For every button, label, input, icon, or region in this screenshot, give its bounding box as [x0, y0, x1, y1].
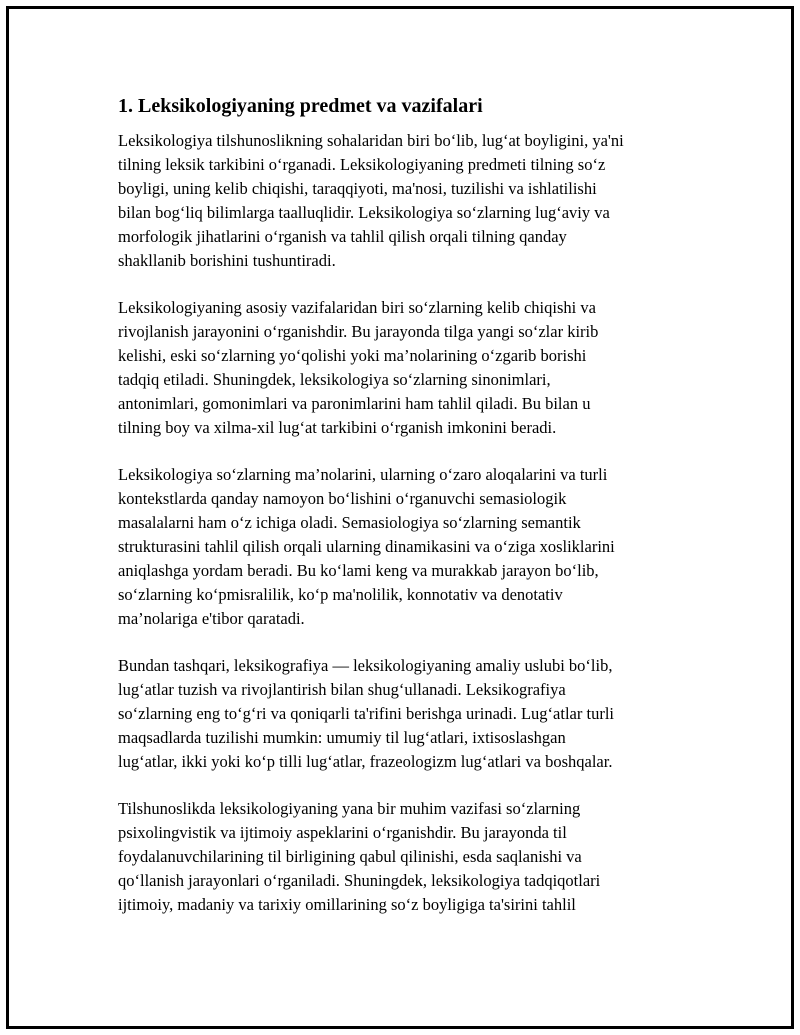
text-line: tilning boy va xilma-xil lug‘at tarkibini o‘rganish imkonini beradi.: [118, 418, 557, 437]
paragraph-2: [118, 296, 688, 440]
text-line: Leksikologiya tilshunoslikning sohalaridan biri bo‘lib, lug‘at boyligini, ya'ni: [118, 131, 624, 150]
text-line: kelishi, eski so‘zlarning yo‘qolishi yoki ma’nolarining o‘zgarib borishi: [118, 346, 587, 365]
text-line: so‘zlarning eng to‘g‘ri va qoniqarli ta'rifini berishga urinadi. Lug‘atlar turli: [118, 704, 614, 723]
text-line: antonimlari, gomonimlari va paronimlarini ham tahlil qiladi. Bu bilan u: [118, 394, 591, 413]
text-line: tilning leksik tarkibini o‘rganadi. Leksikologiyaning predmeti tilning so‘z: [118, 155, 606, 174]
text-line: ma’nolariga e'tibor qaratadi.: [118, 609, 305, 628]
text-line: rivojlanish jarayonini o‘rganishdir. Bu jarayonda tilga yangi so‘zlar kirib: [118, 322, 599, 341]
text-line: kontekstlarda qanday namoyon bo‘lishini o‘rganuvchi semasiologik: [118, 489, 567, 508]
text-line: masalalarni ham o‘z ichiga oladi. Semasiologiya so‘zlarning semantik: [118, 513, 581, 532]
text-line: foydalanuvchilarining til birligining qabul qilinishi, esda saqlanishi va: [118, 847, 582, 866]
text-line: qo‘llanish jarayonlari o‘rganiladi. Shuningdek, leksikologiya tadqiqotlari: [118, 871, 601, 890]
text-line: Tilshunoslikda leksikologiyaning yana bir muhim vazifasi so‘zlarning: [118, 799, 581, 818]
paragraph-1: [118, 129, 688, 273]
paragraph-5: [118, 797, 688, 917]
text-line: lug‘atlar, ikki yoki ko‘p tilli lug‘atlar, frazeologizm lug‘atlari va boshqalar.: [118, 752, 613, 771]
text-line: morfologik jihatlarini o‘rganish va tahlil qilish orqali tilning qanday: [118, 227, 567, 246]
text-line: Leksikologiyaning asosiy vazifalaridan biri so‘zlarning kelib chiqishi va: [118, 298, 596, 317]
text-line: strukturasini tahlil qilish orqali ularning dinamikasini va o‘ziga xosliklarini: [118, 537, 615, 556]
text-line: tadqiq etiladi. Shuningdek, leksikologiya so‘zlarning sinonimlari,: [118, 370, 551, 389]
paragraph-4: [118, 654, 688, 774]
text-line: Bundan tashqari, leksikografiya — leksikologiyaning amaliy uslubi bo‘lib,: [118, 656, 613, 675]
text-line: boyligi, uning kelib chiqishi, taraqqiyoti, ma'nosi, tuzilishi va ishlatilishi: [118, 179, 597, 198]
paragraph-3: [118, 463, 688, 631]
text-line: lug‘atlar tuzish va rivojlantirish bilan shug‘ullanadi. Leksikografiya: [118, 680, 566, 699]
section-heading: 1. Leksikologiyaning predmet va vazifalari: [118, 95, 483, 117]
text-line: shakllanib borishini tushuntiradi.: [118, 251, 336, 270]
text-line: maqsadlarda tuzilishi mumkin: umumiy til lug‘atlari, ixtisoslashgan: [118, 728, 566, 747]
text-line: aniqlashga yordam beradi. Bu ko‘lami keng va murakkab jarayon bo‘lib,: [118, 561, 599, 580]
text-line: so‘zlarning ko‘pmisralilik, ko‘p ma'nolilik, konnotativ va denotativ: [118, 585, 563, 604]
text-line: Leksikologiya so‘zlarning ma’nolarini, ularning o‘zaro aloqalarini va turli: [118, 465, 608, 484]
text-line: psixolingvistik va ijtimoiy aspeklarini o‘rganishdir. Bu jarayonda til: [118, 823, 567, 842]
text-line: ijtimoiy, madaniy va tarixiy omillarining so‘z boyligiga ta'sirini tahlil: [118, 895, 576, 914]
text-line: bilan bog‘liq bilimlarga taalluqlidir. Leksikologiya so‘zlarning lug‘aviy va: [118, 203, 610, 222]
document-body: [118, 91, 688, 940]
